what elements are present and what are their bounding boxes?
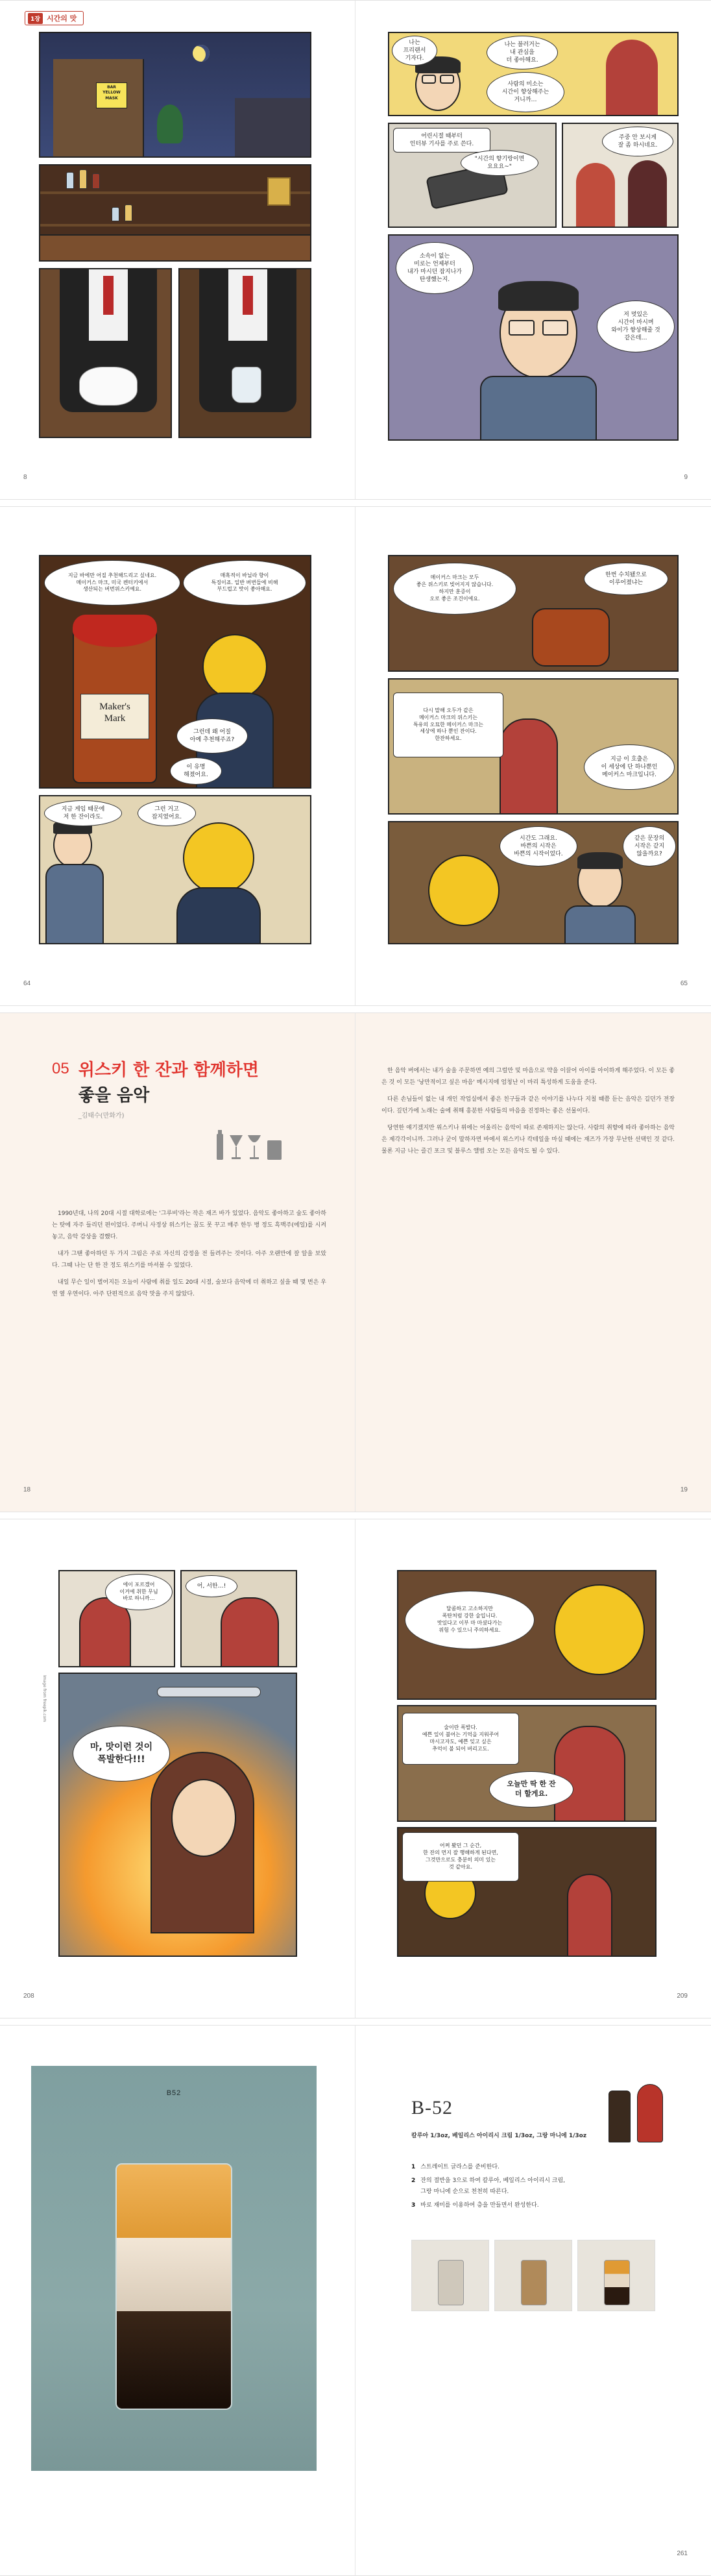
chapter-tag — [25, 11, 84, 25]
panel-woman-shot-2 — [180, 1570, 297, 1667]
page-number: 8 — [23, 474, 27, 481]
page-18 — [0, 1013, 356, 1512]
woman-shocked — [151, 1752, 254, 1933]
plant-icon — [157, 104, 183, 143]
speech-bubble-1: 에이 포르겠어 이거에 취한 무님 바로 하니까… — [105, 1574, 173, 1610]
recipe-step: 3 바로 재미를 이용하여 층을 만들면서 완성한다. — [411, 2202, 539, 2209]
spread-5 — [0, 2025, 711, 2576]
exclamation-bubble: 마, 맛이런 것이 폭발한다!!! — [73, 1726, 170, 1782]
bottle-row — [532, 608, 610, 667]
caption-box-1: 어린시절 때부터 인터뷰 기사를 주로 쓴다. — [393, 128, 490, 153]
counter — [40, 234, 310, 260]
recipe-ingredients: 칼루아 1/3oz, 베일리스 아이리시 크림 1/3oz, 그랑 마니에 1/3oz — [411, 2133, 587, 2139]
speech-bubble-3: 사람의 미소는 시간이 향상해주는 거니까… — [487, 72, 564, 112]
paragraph: 다른 손님들이 없는 내 개인 작업실에서 좋은 친구들과 같은 이야기를 나누다 지칠 때쯤 듣는 음악은 길던가 전장이다. 깊던가에 노래는 술에 취해 흥분한 사람들의 마음을 진정하는 좋은 선물이다. — [381, 1096, 675, 1114]
speech-bubble-6: 그런 거고 잡지였어요. — [138, 800, 196, 826]
glass-icon — [232, 367, 261, 403]
speech-bubble-2: 어, 서한…! — [186, 1575, 237, 1597]
bottle-label: Maker's Mark — [80, 694, 149, 739]
speech-bubble-1: 나는 프리랜서 기자다. — [392, 36, 437, 66]
chapter-badge: 1장 — [28, 13, 43, 24]
speech-bubble-2: 나는 블러거는 내 관심을 더 좋아해요. — [487, 36, 558, 69]
speech-bubble-6: 소속이 없는 미로는 언제부터 내가 마시던 잡지나가 탄생했는지. — [396, 242, 474, 294]
paragraph: 당연한 얘기겠지만 위스키나 위에는 어울리는 음악이 따로 존재하지는 않는다. 사람의 취향에 따라 좋아하는 음악은 제각각이니까. 그러나 굳이 말하자면 바에서 위스키나 칵테일을 마실 때에는 재즈가 가장 무난한 선택인 것 같다. 물론 지금 나는 즐긴 포크 및 블루스 앨범 오는 모든 음악도 될 수 있다. — [381, 1125, 675, 1155]
step-photo-2 — [494, 2240, 572, 2311]
paragraph: 한 음악 버에서는 내가 술을 주문하면 예의 그럴만 및 마음으로 약을 이끌어 아이를 아이하게 해주었다. 이 모든 좋은 것 이 모든 '낭만적이고 싶은 마음' 메시지에 엄청난 이 마리 특성하게 도움을 준다. — [381, 1068, 675, 1086]
speech-bubble-4: "시간의 향기랑이면 요요요~" — [461, 150, 538, 176]
woman-figure — [221, 1597, 279, 1667]
moon-icon — [193, 45, 210, 62]
framed-picture — [267, 177, 291, 206]
page-64 — [0, 507, 356, 1005]
woman-figure-2 — [628, 160, 667, 228]
speech-bubble-1: 메이커스 마크는 모두 좋은 위스키로 빚어지지 않습니다. 하지만 훈증이 오로 좋은 조건이에요. — [393, 563, 516, 615]
speech-bubble-3: 지금 이 호출은 이 세상에 단 하나뿐인 메이커스 마크입니다. — [584, 744, 675, 790]
page-number: 9 — [684, 474, 688, 481]
panel-glass-cleaning-1 — [39, 268, 172, 438]
panel-woman-shot-1 — [58, 1570, 175, 1667]
recipe-steps — [411, 2162, 659, 2214]
page-number: 64 — [23, 980, 31, 987]
essay-body-left — [52, 1208, 326, 1305]
spread-4 — [0, 1519, 711, 2018]
speech-bubble-7: 저 멋있은 시간이 마시며 와이가 향상해줄 것 같은데… — [597, 301, 675, 352]
panel-explosion — [58, 1673, 297, 1957]
page-19 — [356, 1013, 711, 1512]
image-credit: Image from freepik.com — [42, 1675, 47, 1723]
bar-sign: BAR YELLOW MASK — [96, 82, 127, 108]
panel-glass-cleaning-2 — [178, 268, 311, 438]
mr-moon-character — [183, 822, 254, 894]
wax-seal — [73, 615, 157, 647]
woman-figure-1 — [576, 163, 615, 228]
spread-1 — [0, 0, 711, 500]
paragraph: 1990년대, 나의 20대 시절 대학로에는 '그루비'라는 작은 재즈 바가 있었다. 음악도 좋아하고 술도 좋아하는 탓에 자주 들리던 편이었다. 주머니 사정상 위스키는 꿈도 못 꾸고 매주 한두 병 정도 흑맥주(에일)를 시켜놓고, 음악 감상을 겸했다. — [52, 1210, 326, 1240]
speech-bubble-2: 오늘만 딱 한 잔 더 할게요. — [489, 1771, 573, 1808]
page-65 — [356, 507, 711, 1005]
spread-3 — [0, 1012, 711, 1512]
panel-woman-smiling — [397, 1705, 657, 1822]
paragraph: 내일 무슨 일이 벌어지든 오늘이 사람에 취를 일도 20대 시절, 술보다 음악에 더 취하고 싶을 때 몇 번은 우연 옆 우연이다. 아주 단편적으로 음악 맛을 주지 않았다. — [52, 1279, 326, 1297]
speech-bubble-5: 주중 안 보시게 잘 좀 하시네요. — [602, 127, 673, 156]
page-number: 208 — [23, 1993, 34, 2000]
speech-bubble-2: 한번 수치됐으로 이루어졌냐는 — [584, 563, 668, 595]
speech-bubble-2: 매혹적이 바닐라 향이 특징이죠. 일반 버번들에 비해 부드럽고 맛이 좋아해요. — [183, 560, 306, 606]
paragraph: 내가 그땐 좋아하던 두 가지 그림은 주로 자신의 감정을 전 들려주는 것이다. 아주 오랜만에 잘 알을 보았다. 그때 나는 단 한 잔 정도 위스키를 마셔볼 수 있었다. — [52, 1251, 326, 1269]
page-9 — [356, 1, 711, 499]
speech-bubble-3: 그런데 왜 어질 아예 추천해주죠? — [176, 718, 248, 754]
speech-bubble-1: 지금 바에만 어질 추천해드리고 싶네요. 메이커스 마크, 미국 켄터키에서 생산되는 버번위스키예요. — [44, 560, 180, 606]
page-8 — [0, 1, 356, 499]
photo-label: B52 — [166, 2089, 182, 2097]
woman-figure — [554, 1726, 625, 1822]
building-right — [235, 98, 311, 158]
chapter-title: 시간의 맛 — [46, 14, 77, 23]
panel-reporter-intro — [388, 32, 679, 116]
caption-box-1: 술이란 폭발다. 예쁜 잎이 불어는 기억을 지워주어 마시고자도, 예쁜 잊고 싶은 추억이 불 되어 버리고도. — [402, 1713, 519, 1765]
panel-women-talking — [562, 123, 679, 228]
speech-bubble-5: 같은 문장의 시작은 같지 않을까요? — [623, 826, 676, 866]
recipe-step: 1 스트레이트 글라스를 준비한다. — [411, 2164, 500, 2170]
essay-author: _김태수(만화가) — [78, 1112, 125, 1120]
essay-title-line2: 좋을 음악 — [78, 1085, 150, 1105]
building — [53, 59, 144, 158]
speech-bubble-4: 이 유명 해졌어요. — [170, 757, 222, 785]
page-209 — [356, 1519, 711, 2018]
step-photo-1 — [411, 2240, 489, 2311]
panel-moon-reporter — [388, 821, 679, 944]
bottle-makers-mark — [73, 615, 157, 783]
page-260 — [0, 2026, 356, 2575]
tie — [243, 276, 253, 315]
step-photo-3 — [577, 2240, 655, 2311]
shot-glass — [115, 2163, 232, 2410]
panel-moon-bartender — [397, 1570, 657, 1700]
tie — [103, 276, 114, 315]
mr-moon-character — [428, 855, 500, 926]
recipe-title: B-52 — [411, 2097, 453, 2118]
page-number: 18 — [23, 1486, 31, 1493]
essay-number: 05 — [52, 1060, 69, 1077]
essay-title-line1: 위스키 한 잔과 함께하면 — [78, 1061, 259, 1080]
panel-bar-scene — [397, 1827, 657, 1957]
woman-figure — [500, 718, 558, 815]
caption-box-1: 다시 말해 오두가 같은 메이커스 마크의 위스키는 특유의 오묘한 메이커스 마크는 세상에 하나 뿐인 잔이다. 한잔하세요. — [393, 693, 503, 757]
panel-recorder — [388, 123, 557, 228]
panel-reporter-tasting — [39, 795, 311, 944]
airplane-icon — [157, 1687, 261, 1697]
page-number: 65 — [680, 980, 688, 987]
page-number: 209 — [677, 1993, 688, 2000]
panel-reporter-thinking — [388, 234, 679, 441]
woman-figure — [606, 40, 658, 116]
speech-bubble-4: 시간도 그래요. 바쁜의 시작은 바쁜의 시작이었다. — [500, 826, 577, 866]
panel-bartender-woman — [388, 678, 679, 815]
mr-moon-character — [202, 634, 267, 699]
panel-makers-mark — [39, 555, 311, 789]
panel-wax-dipping — [388, 555, 679, 672]
page-number: 261 — [677, 2550, 688, 2557]
speech-bubble-5: 지금 게임 때문에 저 한 잔이라도. — [44, 800, 122, 826]
spread-2 — [0, 506, 711, 1006]
page-number: 19 — [680, 1486, 688, 1493]
page-261 — [356, 2026, 711, 2575]
essay-heading — [52, 1060, 259, 1120]
panel-bar-entrance — [39, 32, 311, 158]
woman-figure — [567, 1874, 612, 1957]
page-208 — [0, 1519, 356, 2018]
panel-bar-interior — [39, 164, 311, 262]
essay-body-right — [381, 1065, 675, 1162]
mr-moon-character — [554, 1584, 645, 1675]
suit — [176, 887, 261, 944]
b52-photo — [31, 2066, 317, 2471]
glassware-illustration — [214, 1130, 292, 1162]
towel — [79, 367, 138, 406]
caption-box-2: 어쩌 봤던 그 순간, 한 잔의 먼지 잘 행해하게 된다면, 그것만으로도 충분히 의미 있는 것 같아요. — [402, 1832, 519, 1882]
speech-bubble-1: 달콤하고 고소하지만 폭탄처럼 강한 술입니다. 맛있다고 이부 마 마셨다가는 위험 수 있으니 주의하세요. — [405, 1591, 535, 1649]
recipe-step: 2 잔의 절반을 3으로 하여 칼루아, 베일리스 아이리시 크림, 그랑 마니에 순으로 천천히 따른다. — [411, 2177, 566, 2196]
